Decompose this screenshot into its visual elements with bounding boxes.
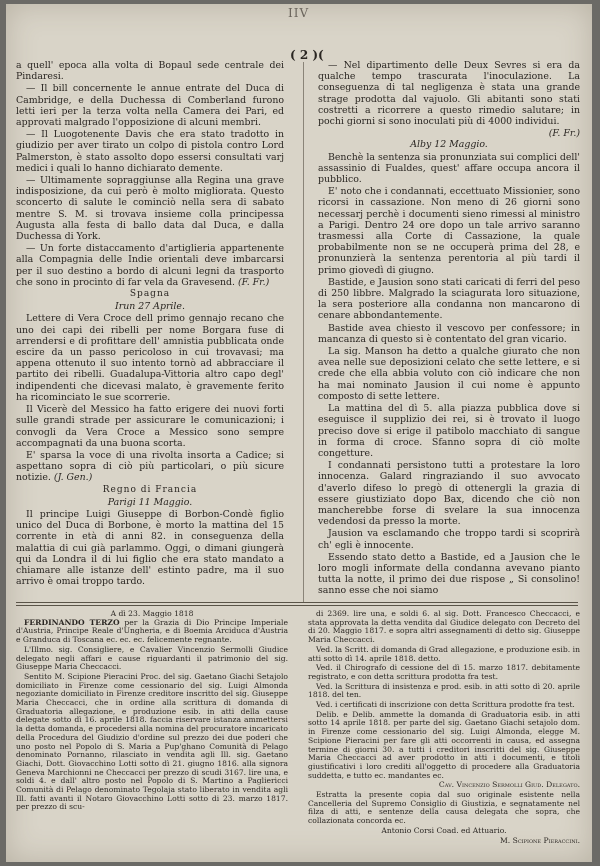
- notice-paragraph: Ved. i certificati di inscrizione con detta Scrittura prodotte fra test.: [316, 700, 575, 710]
- section-heading-france: Regno di Francia: [102, 484, 198, 495]
- paragraph: I condannati persistono tutti a protestare la loro innocenza. Galard ringraziando il suo avvocato d'averlo difeso lo pregò di ottenergli la grazia di essere giustiziato dopo Bax, dicendo che ciò non mancherebbe forse di svelare la sua innocenza vedendosi da presso la morte.: [318, 460, 580, 528]
- paragraph: Bastide avea chiesto il vescovo per confessore; in mancanza di questo si è contentato del gran vicario.: [318, 322, 580, 345]
- source-signature: (F. Fr.): [548, 128, 580, 140]
- section-rule: [16, 602, 578, 603]
- paragraph: [16, 243, 284, 288]
- dateline: Irun 27 Aprile.: [115, 301, 185, 313]
- notice-paragraph: Estratta la presente copia dal suo originale esistente nella Cancelleria del Supremo Consiglio di Giustizia, e segnatamente nel filza di atti, e sentenze della causa delegata che sopra, che collazionata concorda ec.: [308, 790, 580, 826]
- paragraph: — Il bill concernente le annue entrate del Duca di Cambridge, e della Duchessa di Comberland furono letti ieri per la terza volta nella Camera dei Pari, ed approvati malgrado l'opposizione di alcuni membri.: [16, 83, 284, 129]
- left-column: [16, 60, 284, 588]
- notice-title: FERDINANDO TERZO: [24, 617, 120, 627]
- paragraph: La sig. Manson ha detto a qualche giurato che non avea nelle sue deposizioni celato che sette lettere, e si crede che ella abbia voluto con ciò indicare che non ha mai nominato Jausion il cui nome è appunto composto di sette lettere.: [318, 346, 580, 402]
- paragraph: — Nel dipartimento delle Deux Sevres si era da qualche tempo trascurata l'inoculazione. La conseguenza di tal negligenza è stata una grande strage prodotta dal vajuolo. Gli abitanti sono stati costretti a ricorrere a questo rimedio salutare; in pochi giorni si sono inoculati più di 4000 individui.: [318, 60, 580, 128]
- legal-notice-right: [308, 610, 580, 846]
- column-divider: [303, 62, 304, 602]
- paragraph: [16, 450, 284, 484]
- source-signature: (J. Gen.): [53, 472, 93, 484]
- notice-paragraph: [16, 619, 288, 645]
- paragraph: a quell' epoca alla volta di Bopaul sede centrale dei Pindaresi.: [16, 60, 284, 83]
- notice-signature: M. Scipione Pieraccini.: [500, 835, 580, 845]
- notice-signature: Antonio Corsi Coad. ed Attuario.: [381, 825, 507, 835]
- paragraph-text: — Un forte distaccamento d'artiglieria appartenente alla Compagnia delle Indie orientali deve imbarcarsi per il suo destino a bordo di alcuni legni da trasporto che sono in procinto di far vela da Gravesend.: [16, 243, 284, 288]
- notice-intro: per la Grazia di Dio Principe Imperiale d'Austria, Principe Reale d'Ungheria, e di Boemia Arciduca d'Austria e Granduca di Toscana ec. ec. ec. felicemente regnante.: [16, 617, 288, 645]
- notice-paragraph: Ved. la Scritt. di domanda di Grad allegazione, e produzione esib. in atti sotto dì 14. aprile 1818. detto.: [308, 644, 580, 663]
- paragraph: Essendo stato detto a Bastide, ed a Jausion che le loro mogli informate della condanna avevano pianto tutta la notte, il primo dei due rispose „ Si consolino! sanno esse che noi siamo: [318, 551, 580, 597]
- paragraph: Benchè la sentenza sia pronunziata sui complici dell' assassinio di Fualdes, quest' affare occupa ancora il pubblico.: [318, 151, 580, 186]
- paragraph: — Il Luogotenente Davis che era stato tradotto in giudizio per aver tirato un colpo di pistola contro Lord Palmerston, è stato assolto dopo essersi consultati varj medici i quali lo hanno dichiarato demente.: [16, 129, 284, 174]
- paragraph: E' noto che i condannati, eccettuato Missionier, sono ricorsi in cassazione. Non meno di 26 giorni sono necessarj perchè i documenti sieno rimessi al ministro a Parigi. Dentro 24 ore dopo un tale arrivo saranno trasmessi alla Corte di Cassazione, la quale probabilmente non se ne occuperà prima del 28, e pronunzierà la sentenza perentoria al più tardi il primo giovedì di giugno.: [318, 186, 580, 276]
- section-rule: [16, 605, 578, 606]
- notice-paragraph: Delib. e Delib. ammette la domanda di Graduatoria esib. in atti sotto 14 aprile 1818. per parte del sig. Gaetano Giachi setajolo dom. in Firenze come cessionario del sig. Luigi Almonda, elegge M. Scipione Pieracini per fare gli atti occorrenti in causa, ed assegna termine di giorni 30. a tutti i creditori inscritti del sig. Giuseppe Maria Checcacci ad aver prodotto in atti i documenti, e titoli giustificativi i loro crediti all'oggetto di procedere alla Graduatoria suddetta, e tutto ec. mandantes ec.: [308, 709, 580, 780]
- newspaper-page: [6, 4, 592, 862]
- notice-paragraph: di 2369. lire una, e soldi 6. al sig. Dott. Francesco Checcacci, e stata approvata la detta vendita dal Giudice delegato con Decreto del di 20. Maggio 1817. e sopra altri assegnamenti di detto sig. Giuseppe Maria Checcacci.: [308, 609, 580, 645]
- paragraph: Il Vicerè del Messico ha fatto erigere dei nuovi forti sulle grandi strade per assicurare le comunicazioni; i convogli da Vera Croce a Messico sono sempre accompagnati da una buona scorta.: [16, 404, 284, 449]
- page-number: ( 2 )(: [290, 48, 324, 62]
- legal-notice-left: [16, 610, 288, 813]
- source-signature: (F. Fr.): [238, 276, 270, 288]
- notice-signature: Cav. Vincenzio Sermolli Giud. Delegato.: [438, 780, 580, 790]
- paragraph: Jausion va esclamando che troppo tardi si scoprirà ch' egli è innocente.: [318, 528, 580, 551]
- notice-paragraph: L'Illmo. sig. Consigliere, e Cavalier Vincenzio Sermolli Giudice delegato negli affari e cause riguardanti il patrimonio del sig. Giuseppe Maria Checcacci.: [16, 644, 288, 672]
- paragraph: Bastide, e Jausion sono stati caricati di ferri del peso di 250 libbre. Malgrado la sciagurata loro situazione, la sera posteriore alla condanna non mancarono di cenare abbondantemente.: [318, 276, 580, 322]
- paragraph: Il principe Luigi Giuseppe di Borbon-Condè figlio unico del Duca di Borbone, è morto la mattina del 15 corrente in età di anni 82. in conseguenza della malattia di cui già parlammo. Oggi, o dimani giungerà qui da Londra il di lui figlio che era stato mandato a chiamare alle istanze dell' estinto padre, ma il suo arrivo è omai troppo tardo.: [16, 508, 284, 588]
- paragraph: — Ultimamente sopraggiunse alla Regina una grave indisposizione, da cui però è molto migliorata. Questo sconcerto di salute le cominciò nella sera di sabato mentre S. M. si trovava insieme colla principessa Augusta alla festa di ballo data dal Duca, e dalla Duchessa di York.: [16, 175, 284, 243]
- dateline: Alby 12 Maggio.: [410, 139, 488, 151]
- page-ink-mark: IIV: [288, 6, 310, 20]
- notice-paragraph: Sentito M. Scipione Pieracini Proc. del sig. Gaetano Giachi Setajolo domiciliato in Firenze come cessionario del sig. Luigi Almonda negoziante domiciliato in Firenze creditore inscritto del sig. Giuseppe Maria Checcacci, che in ordine alla scrittura di domanda di Graduatoria allegazione, e produzione esib. in atti della cause delegate sotto dì 16. aprile 1818. faccia riservare istanza ammettersi la detta domanda, e procedersi alla nomina del procuratore incaricato della Procedura del Giudizio d'ordine sul prezzo dei due poderi che uno posto nel Popolo di S. Maria a Pup'ghano Comunità di Pelago denominato Pornanno, rilasciato in vendita agli Ill. sig. Gaetano Giachi, Dott. Giovacchino Lotti sotto dì 21. giugno 1816. alla signora Geneva Marchionni ne Checcacci per prezzo di scudi 3167. lire una, e soldi 4. e dall' altro posto nel Popolo di S. Martino a Pagliericci Comunità di Pelago denominato Tegolaja stato liberato in vendita agli Ill. fatti avanti il Notaro Giovacchino Lotti sotto di 23. marzo 1817. per prezzo di scu-: [16, 671, 288, 812]
- notice-paragraph: Ved. la Scrittura di insistenza e prod. esib. in atti sotto dì 20. aprile 1818. del ten.: [308, 681, 580, 700]
- notice-date: A dì 23. Maggio 1818: [110, 609, 194, 618]
- section-heading-spain: Spagna: [129, 289, 171, 300]
- paragraph-text: E' sparsa la voce di una rivolta insorta a Cadice; si aspettano sopra di ciò più particolari, o più sicure notizie.: [16, 449, 284, 484]
- right-column: [318, 60, 580, 598]
- dateline: Parigi 11 Maggio.: [107, 496, 193, 508]
- notice-paragraph: Ved. il Chirografo di cessione del dì 15. marzo 1817. debitamente registrato, e con detta scrittura prodotta fra test.: [308, 663, 580, 681]
- paragraph: Lettere di Vera Croce dell primo gennajo recano che uno dei capi dei ribelli per nome Borgara fuse di arrendersi e di profittare dell' amnistia pubblicata onde escire da un passo pericoloso in cui trovavasi; ma appena ottenuto il suo intento tornò ad abbracciare il partito dei ribelli. Guadalupa-Vittoria altro capo degl' indipendenti che dicevasi malato, è gravemente ferito ha ricominciato le sue scorrerie.: [16, 313, 284, 403]
- paragraph: La mattina del dì 5. alla piazza pubblica dove si eseguisce il supplizio dei rei, si è trovato il luogo preciso dove si erige il patibolo macchiato di sangue in forma di croce. Sfanno sopra di ciò molte congetture.: [318, 403, 580, 459]
